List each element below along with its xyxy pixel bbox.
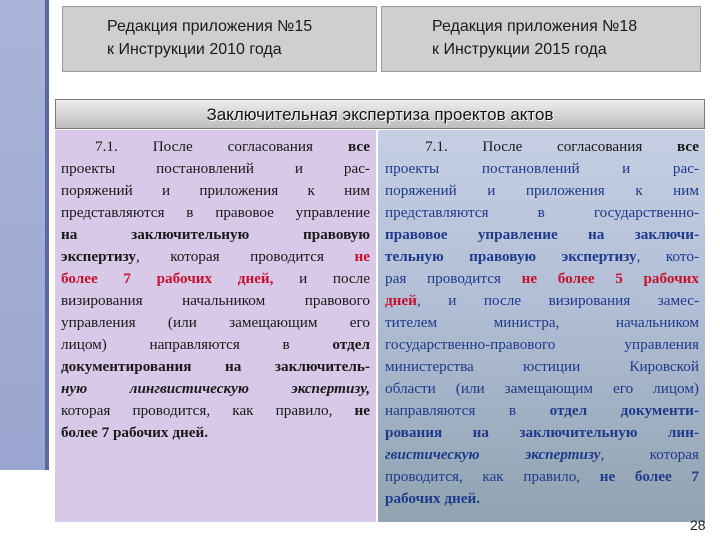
left-decor-line [45,0,49,470]
text-bold: тельную правовую экспертизу [385,248,637,265]
line [385,202,699,224]
line [385,488,699,510]
text-bold: отдел документи- [549,402,699,419]
text: рабочих дней. [385,490,481,507]
text-red: не более 5 рабочих [521,270,699,287]
line [61,158,370,180]
line [61,378,370,400]
line [61,246,370,268]
line [61,136,370,158]
line [385,158,699,180]
line [385,334,699,356]
text-bold: правовое управление на заключи- [385,226,699,243]
header-right-box [381,6,701,72]
text: проекты постановлений и рас- [385,160,699,177]
line [385,136,699,158]
text: представляются в государственно- [385,204,699,221]
left-decor-bar [0,0,45,470]
line [61,400,370,422]
text-red: не [354,248,370,265]
line [385,400,699,422]
line [385,466,699,488]
section-title: Заключительная экспертиза проектов актов [55,99,705,129]
text: и после [273,270,370,287]
text-bold: все [347,138,370,155]
text: на заключительную правовую [61,226,370,243]
line [385,180,699,202]
line [385,224,699,246]
line [61,356,370,378]
line [385,422,699,444]
text: представляются в правовое управление [61,204,370,221]
line [61,290,370,312]
text: , и после визирования замес- [416,292,699,309]
line [385,378,699,400]
right-column-text [378,130,705,522]
line [61,312,370,334]
text: рая проводится [385,270,522,287]
header-right-line1: Редакция приложения №18 [432,18,638,35]
text: лицом) направляются в [61,336,333,353]
header-left-line1: Редакция приложения №15 [107,18,313,35]
line [61,268,370,290]
text: тителем министра, начальником [385,314,699,331]
text: , кото- [636,248,699,265]
text-bold: экспертизу [61,248,137,265]
line [61,422,370,444]
line [385,268,699,290]
text-bold: отдел [332,336,370,353]
text-red: дней [385,292,417,309]
text: 7.1. После согласования [425,138,677,155]
text: ную лингвистическую экспертизу, [61,380,370,397]
text: рования на заключительную лин- [385,424,699,441]
page-number: 28 [690,517,706,533]
text-bold: не более 7 [599,468,699,485]
text: направляются в [385,402,550,419]
header-right-line2: к Инструкции 2015 года [432,41,607,58]
text: документирования на заключитель- [61,358,370,375]
line [61,202,370,224]
line [385,246,699,268]
line [61,334,370,356]
text: поряжений и приложения к ним [385,182,699,199]
line [385,444,699,466]
text: министерства юстиции Кировской [385,358,699,375]
line [61,224,370,246]
line [385,312,699,334]
text: проводится, как правило, [385,468,600,485]
header-left-line2: к Инструкции 2010 года [107,41,282,58]
text: более 7 рабочих дней. [61,424,209,441]
text: визирования начальником правового [61,292,370,309]
text: проекты постановлений и рас- [61,160,370,177]
text: государственно-правового управления [385,336,699,353]
line [61,180,370,202]
text: , которая проводится [136,248,355,265]
text: области (или замещающим его лицом) [385,380,699,397]
text: 7.1. После согласования [95,138,348,155]
text-red: более 7 рабочих дней, [61,270,274,287]
line [385,356,699,378]
text: управления (или замещающим его [61,314,370,331]
text-bold: все [676,138,699,155]
left-column-text [55,130,376,522]
text: , которая [600,446,699,463]
text: поряжений и приложения к ним [61,182,370,199]
text-bold: не [354,402,370,419]
header-left-box [62,6,377,72]
line [385,290,699,312]
text: которая проводится, как правило, [61,402,355,419]
text-bold-italic: гвистическую экспертизу [385,446,601,463]
